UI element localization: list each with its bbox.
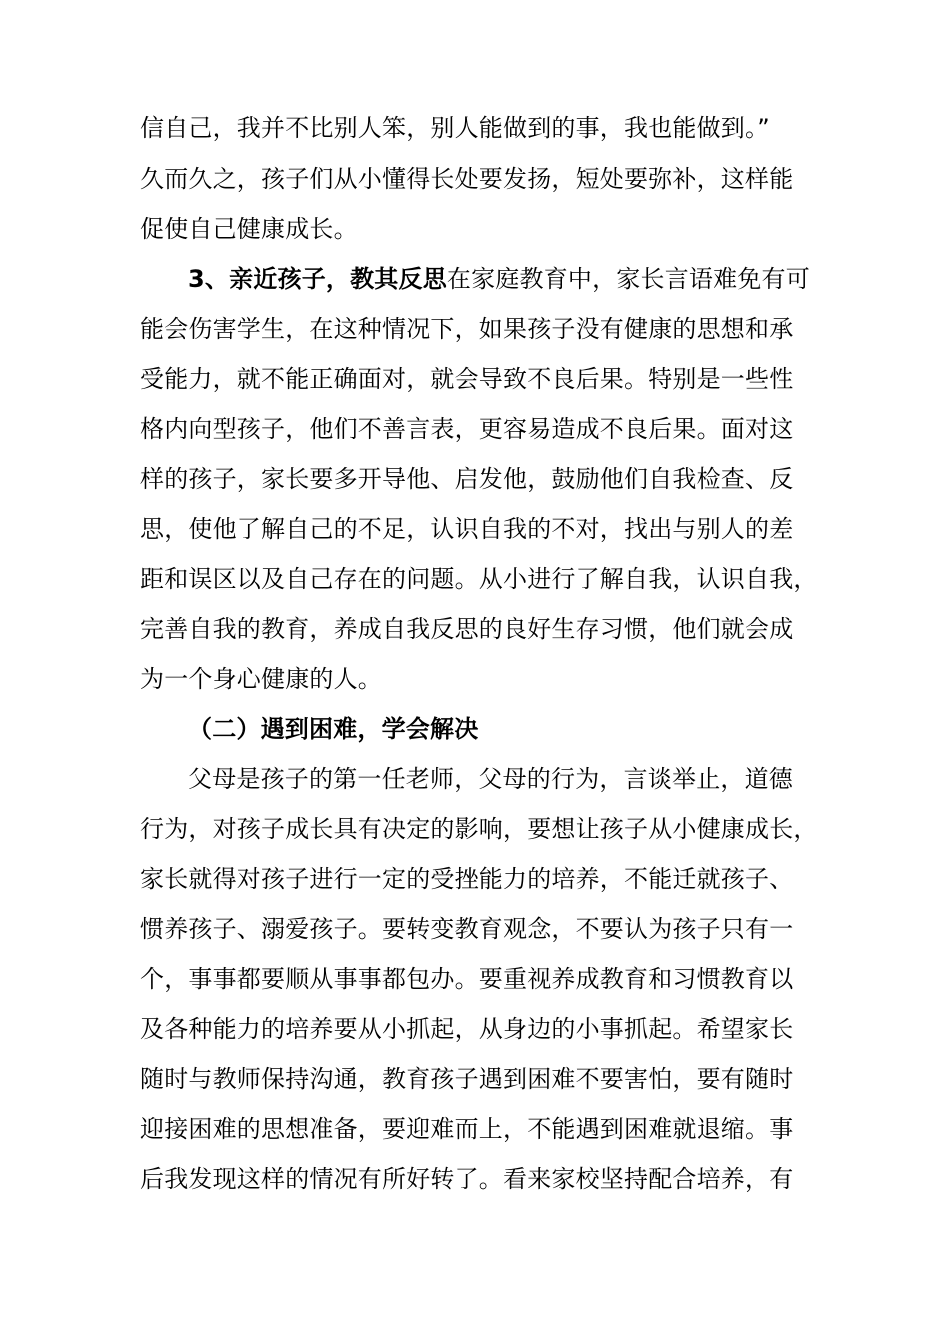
paragraph-text: 在家庭教育中，家长言语难免有可 [446,265,810,293]
subheading-3: 3、亲近孩子，教其反思 [188,265,447,293]
paragraph-line: 父母是孩子的第一任老师，父母的行为，言谈举止，道德 [188,765,793,793]
paragraph-line: 惯养孩子、溺爱孩子。要转变教育观念，不要认为孩子只有一 [140,915,794,943]
paragraph-line: 为一个身心健康的人。 [140,665,382,693]
heading-line [188,264,810,294]
paragraph-line: 家长就得对孩子进行一定的受挫能力的培养，不能迁就孩子、 [140,865,794,893]
paragraph-line: 及各种能力的培养要从小抓起，从身边的小事抓起。希望家长 [140,1015,794,1043]
paragraph-line: 促使自己健康成长。 [140,215,358,243]
paragraph-line: 信自己，我并不比别人笨，别人能做到的事，我也能做到。” [140,114,770,142]
section-heading: （二）遇到困难，学会解决 [188,715,479,743]
paragraph-line: 思，使他了解自己的不足，认识自我的不对，找出与别人的差 [140,515,794,543]
paragraph-line: 格内向型孩子，他们不善言表，更容易造成不良后果。面对这 [140,415,794,443]
paragraph-line: 完善自我的教育，养成自我反思的良好生存习惯，他们就会成 [140,615,794,643]
paragraph-line: 行为，对孩子成长具有决定的影响，要想让孩子从小健康成长， [140,815,818,843]
paragraph-line: 个，事事都要顺从事事都包办。要重视养成教育和习惯教育以 [140,965,794,993]
paragraph-line: 样的孩子，家长要多开导他、启发他，鼓励他们自我检查、反 [140,465,794,493]
paragraph-line: 后我发现这样的情况有所好转了。看来家校坚持配合培养，有 [140,1165,794,1193]
paragraph-line: 久而久之，孩子们从小懂得长处要发扬，短处要弥补，这样能 [140,165,794,193]
paragraph-line: 随时与教师保持沟通，教育孩子遇到困难不要害怕，要有随时 [140,1065,794,1093]
paragraph-line: 受能力，就不能正确面对，就会导致不良后果。特别是一些性 [140,365,794,393]
paragraph-line: 迎接困难的思想准备，要迎难而上，不能遇到困难就退缩。事 [140,1115,794,1143]
paragraph-line: 距和误区以及自己存在的问题。从小进行了解自我，认识自我， [140,565,818,593]
paragraph-line: 能会伤害学生，在这种情况下，如果孩子没有健康的思想和承 [140,315,794,343]
